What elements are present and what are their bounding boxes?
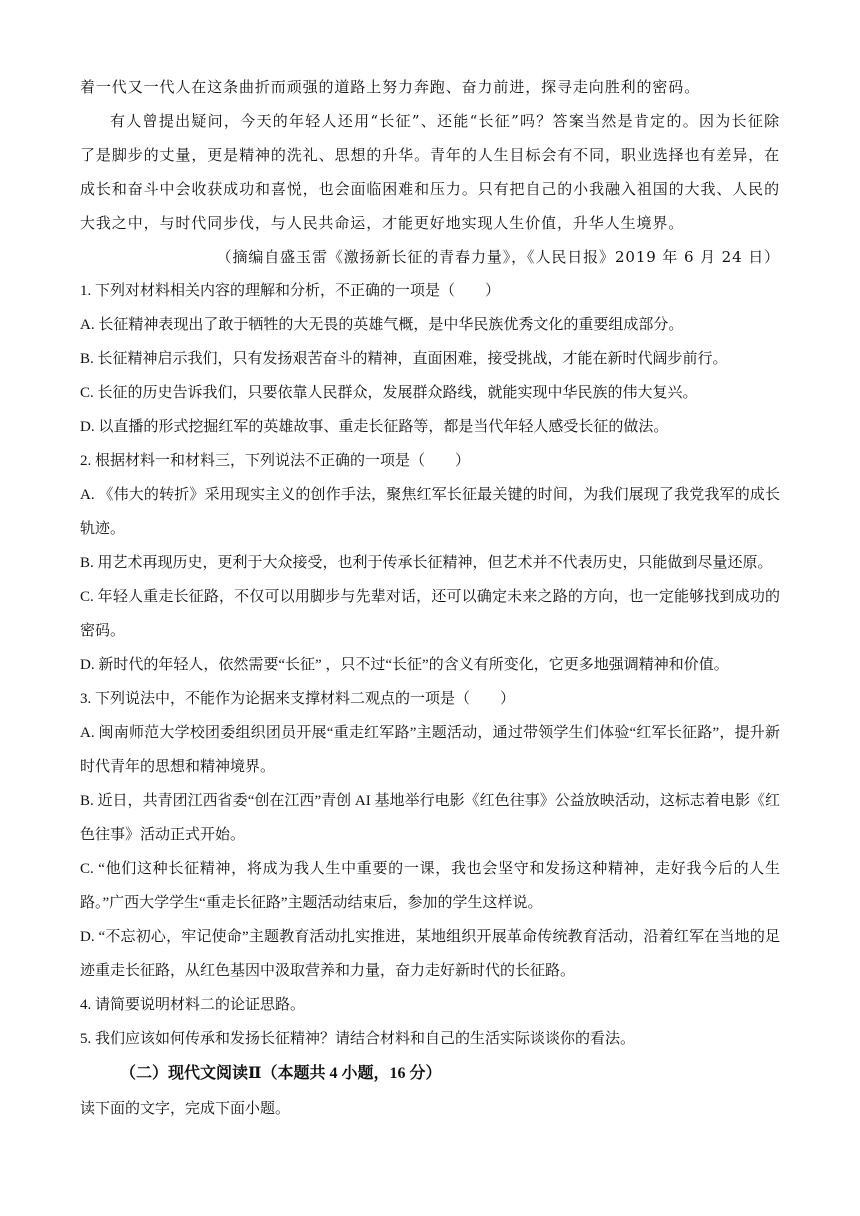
option-d: D. 以直播的形式挖掘红军的英雄故事、重走长征路等，都是当代年轻人感受长征的做法。	[80, 419, 669, 435]
option-c: C. “他们这种长征精神，将成为我人生中重要的一课，我也会坚守和发扬这种精神，走好我今后的人生路。”广西大学学生“重走长征路”主题活动结束后，参加的学生这样说。	[80, 861, 780, 911]
question-1	[80, 274, 780, 444]
section-title: （二）现代文阅读Ⅱ（本题共 4 小题，16 分）	[120, 1065, 442, 1082]
question-3	[80, 682, 780, 988]
question-2	[80, 444, 780, 682]
option-c: C. 年轻人重走长征路，不仅可以用脚步与先辈对话，还可以确定未来之路的方向，也一定能够找到成功的密码。	[80, 589, 780, 639]
option-b: B. 近日，共青团江西省委“创在江西”青创 AI 基地举行电影《红色往事》公益放映活动，这标志着电影《红色往事》活动正式开始。	[80, 793, 780, 843]
option-d: D. “不忘初心，牢记使命”主题教育活动扎实推进，某地组织开展革命传统教育活动，沿着红军在当地的足迹重走长征路，从红色基因中汲取营养和力量，奋力走好新时代的长征路。	[80, 929, 780, 979]
option-a: A. 闽南师范大学校团委组织团员开展“重走红军路”主题活动，通过带领学生们体验“红军长征路”，提升新时代青年的思想和精神境界。	[80, 725, 780, 775]
question-5: 5. 我们应该如何传承和发扬长征精神？请结合材料和自己的生活实际谈谈你的看法。	[80, 1031, 636, 1047]
option-c: C. 长征的历史告诉我们，只要依靠人民群众，发展群众路线，就能实现中华民族的伟大复兴。	[80, 385, 698, 401]
question-stem: 1. 下列对材料相关内容的理解和分析，不正确的一项是（ ）	[80, 283, 501, 299]
passage-line-top: 着一代又一代人在这条曲折而顽强的道路上努力奔跑、奋力前进，探寻走向胜利的密码。	[80, 78, 701, 96]
option-a: A. 《伟大的转折》采用现实主义的创作手法，聚焦红军长征最关键的时间，为我们展现了我党我军的成长轨迹。	[80, 487, 780, 537]
section-instruction: 读下面的文字，完成下面小题。	[80, 1101, 291, 1117]
question-stem: 3. 下列说法中，不能作为论据来支撑材料二观点的一项是（ ）	[80, 691, 516, 707]
page-content	[80, 70, 780, 1126]
option-a: A. 长征精神表现出了敢于牺牲的大无畏的英雄气概，是中华民族优秀文化的重要组成部分。	[80, 317, 684, 333]
passage-paragraph: 有人曾提出疑问，今天的年轻人还用“长征”、还能“长征”吗？答案当然是肯定的。因为长征除了是脚步的丈量，更是精神的洗礼、思想的升华。青年的人生目标会有不同，职业选择也有差异，在成长和奋斗中会收获成功和喜悦，也会面临困难和压力。只有把自己的小我融入祖国的大我、人民的大我之中，与时代同步伐，与人民共命运，才能更好地实现人生价值，升华人生境界。	[80, 112, 780, 232]
question-stem: 2. 根据材料一和材料三，下列说法不正确的一项是（ ）	[80, 453, 471, 469]
option-b: B. 用艺术再现历史，更利于大众接受，也利于传承长征精神，但艺术并不代表历史，只能做到尽量还原。	[80, 555, 773, 571]
option-d: D. 新时代的年轻人，依然需要“长征” ，只不过“长征”的含义有所变化，它更多地强调精神和价值。	[80, 657, 729, 673]
option-b: B. 长征精神启示我们，只有发扬艰苦奋斗的精神，直面困难，接受挑战，才能在新时代阔步前行。	[80, 351, 728, 367]
passage-source: （摘编自盛玉雷《激扬新长征的青春力量》，《人民日报》2019 年 6 月 24 日）	[216, 248, 780, 266]
question-4: 4. 请简要说明材料二的论证思路。	[80, 997, 306, 1013]
